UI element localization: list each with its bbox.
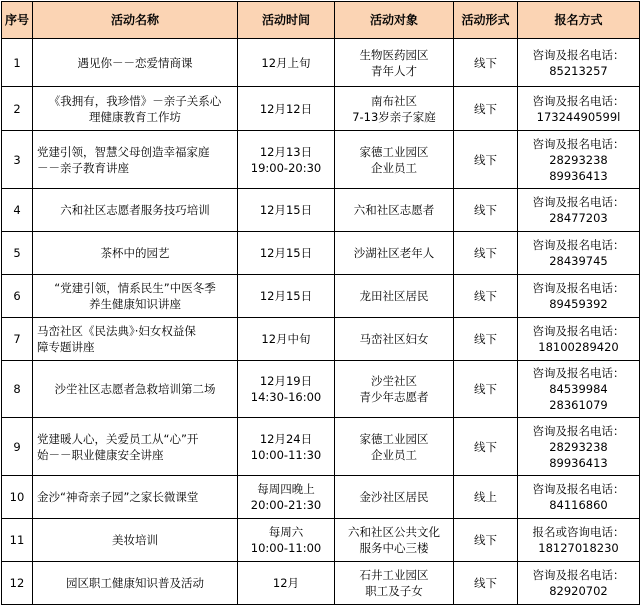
cell-form: 线下 [454,562,518,605]
header-time: 活动时间 [238,2,335,39]
cell-time: 12月12日 [238,87,335,131]
table-row [2,189,640,232]
cell-signup: 咨询及报名电话： 17324490599l [518,87,640,131]
cell-form: 线下 [454,318,518,361]
cell-form: 线下 [454,87,518,131]
cell-time: 12月15日 [238,232,335,275]
cell-no: 12 [2,562,33,605]
cell-signup: 咨询及报名电话： 82920702 [518,562,640,605]
cell-name: “党建引领，情系民生”中医冬季 养生健康知识讲座 [33,275,238,318]
cell-target: 马峦社区妇女 [335,318,454,361]
cell-name: 《我拥有，我珍惜》－亲子关系心 理健康教育工作坊 [33,87,238,131]
cell-form: 线下 [454,361,518,418]
cell-signup: 咨询及报名电话： 28477203 [518,189,640,232]
table-row [2,519,640,562]
cell-time: 12月15日 [238,189,335,232]
header-name: 活动名称 [33,2,238,39]
cell-name: 茶杯中的园艺 [33,232,238,275]
table-row [2,562,640,605]
cell-name: 党建暖人心，关爱员工从“心”开 始－－职业健康安全讲座 [33,418,238,476]
table-row [2,87,640,131]
cell-form: 线下 [454,519,518,562]
table-row [2,39,640,87]
cell-target: 龙田社区居民 [335,275,454,318]
cell-no: 10 [2,476,33,519]
cell-form: 线下 [454,418,518,476]
cell-form: 线下 [454,131,518,189]
cell-no: 2 [2,87,33,131]
cell-name: 六和社区志愿者服务技巧培训 [33,189,238,232]
cell-target: 六和社区志愿者 [335,189,454,232]
cell-time: 12月上旬 [238,39,335,87]
cell-time: 12月24日 10:00-11:30 [238,418,335,476]
table-row [2,275,640,318]
table-row [2,418,640,476]
cell-form: 线下 [454,232,518,275]
header-target: 活动对象 [335,2,454,39]
cell-no: 3 [2,131,33,189]
cell-form: 线下 [454,39,518,87]
cell-time: 12月中旬 [238,318,335,361]
cell-no: 11 [2,519,33,562]
cell-target: 金沙社区居民 [335,476,454,519]
table-row [2,318,640,361]
cell-signup: 咨询及报名电话： 28439745 [518,232,640,275]
cell-no: 6 [2,275,33,318]
cell-no: 7 [2,318,33,361]
cell-no: 4 [2,189,33,232]
header-row [2,2,640,39]
cell-no: 9 [2,418,33,476]
cell-signup: 咨询及报名电话： 28293238 89936413 [518,418,640,476]
cell-no: 1 [2,39,33,87]
cell-time: 12月13日 19:00-20:30 [238,131,335,189]
cell-signup: 咨询及报名电话： 85213257 [518,39,640,87]
table-row [2,476,640,519]
cell-time: 12月 [238,562,335,605]
cell-no: 8 [2,361,33,418]
cell-no: 5 [2,232,33,275]
cell-time: 每周六 10:00-11:00 [238,519,335,562]
activity-table [1,1,640,605]
cell-signup: 咨询及报名电话： 18100289420 [518,318,640,361]
header-form: 活动形式 [454,2,518,39]
cell-name: 园区职工健康知识普及活动 [33,562,238,605]
cell-form: 线上 [454,476,518,519]
cell-signup: 咨询及报名电话： 89459392 [518,275,640,318]
cell-time: 每周四晚上 20:00-21:30 [238,476,335,519]
cell-target: 六和社区公共文化 服务中心三楼 [335,519,454,562]
table-row [2,131,640,189]
cell-form: 线下 [454,189,518,232]
cell-name: 沙坣社区志愿者急救培训第二场 [33,361,238,418]
cell-form: 线下 [454,275,518,318]
cell-signup: 咨询及报名电话： 84539984 28361079 [518,361,640,418]
cell-target: 家德工业园区 企业员工 [335,418,454,476]
cell-target: 沙湖社区老年人 [335,232,454,275]
cell-name: 党建引领，智慧父母创造幸福家庭 －－亲子教育讲座 [33,131,238,189]
cell-target: 生物医药园区 青年人才 [335,39,454,87]
cell-signup: 咨询及报名电话： 84116860 [518,476,640,519]
header-signup: 报名方式 [518,2,640,39]
header-no: 序号 [2,2,33,39]
cell-time: 12月19日 14:30-16:00 [238,361,335,418]
table-row [2,361,640,418]
cell-target: 沙坣社区 青少年志愿者 [335,361,454,418]
cell-target: 南布社区 7-13岁亲子家庭 [335,87,454,131]
cell-target: 家德工业园区 企业员工 [335,131,454,189]
cell-target: 石井工业园区 职工及子女 [335,562,454,605]
cell-name: 遇见你－－恋爱情商课 [33,39,238,87]
cell-time: 12月15日 [238,275,335,318]
cell-signup: 咨询及报名电话： 28293238 89936413 [518,131,640,189]
table-row [2,232,640,275]
cell-name: 金沙“神奇亲子园”之家长微课堂 [33,476,238,519]
cell-name: 美妆培训 [33,519,238,562]
cell-signup: 报名或咨询电话： 18127018230 [518,519,640,562]
cell-name: 马峦社区《民法典》·妇女权益保 障专题讲座 [33,318,238,361]
